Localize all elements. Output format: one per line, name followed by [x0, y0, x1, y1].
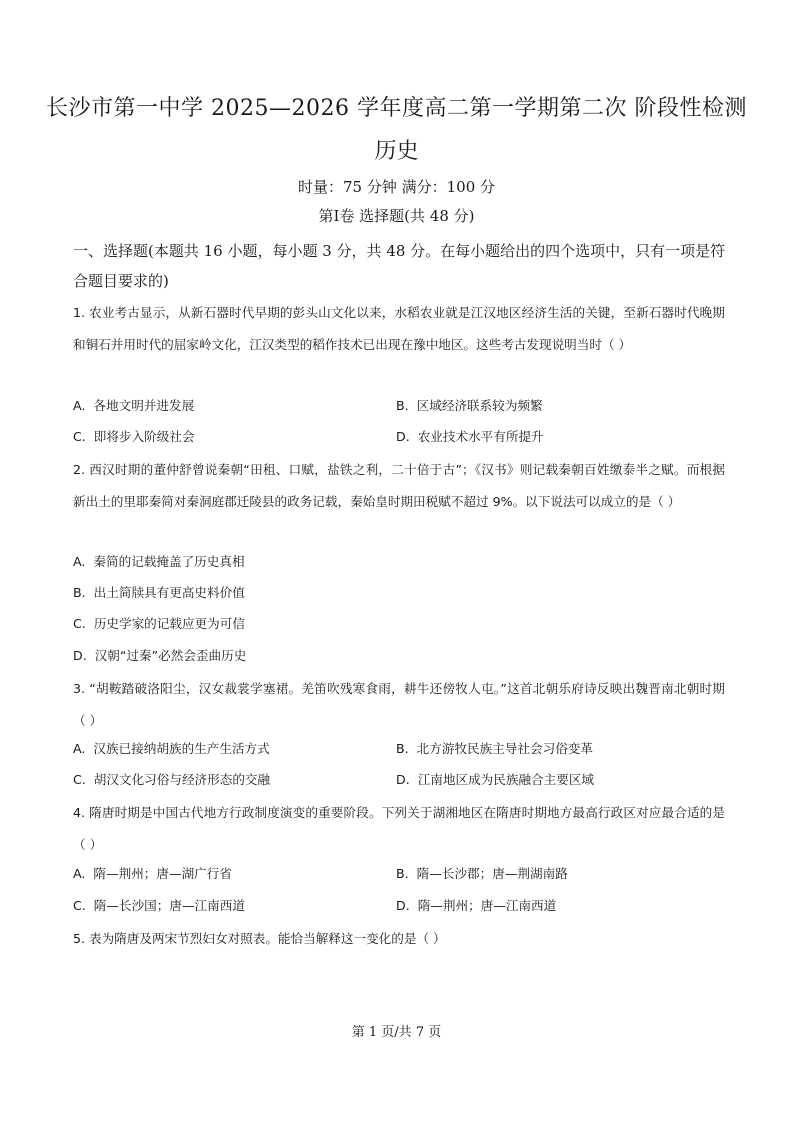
option-key: A. [73, 398, 86, 413]
option-key: C. [73, 898, 86, 913]
option-key: C. [73, 772, 86, 787]
question-3-option-c [73, 770, 270, 790]
option-key: A. [73, 866, 86, 881]
option-key: D. [396, 429, 410, 444]
option-text: 隋—长沙郡；唐—荆湖南路 [416, 866, 568, 881]
part-heading: 第Ⅰ卷 选择题(共 48 分) [318, 207, 475, 225]
question-5-stem: 5. 表为隋唐及两宋节烈妇女对照表。能恰当解释这一变化的是（ ） [73, 931, 446, 946]
option-text: 汉族已接纳胡族的生产生活方式 [93, 741, 270, 756]
question-2-option-b [73, 583, 245, 603]
question-4-option-c [73, 896, 245, 916]
option-key: B. [396, 866, 409, 881]
question-3-option-b [396, 739, 593, 759]
option-text: 区域经济联系较为频繁 [416, 398, 543, 413]
option-text: 出土简牍具有更高史料价值 [93, 585, 245, 600]
option-text: 隋—荆州；唐—湖广行省 [93, 866, 232, 881]
subject-title: 历史 [374, 139, 419, 164]
question-3-stem: 3. “胡鞍踏破洛阳尘，汉女裁裳学塞裙。羌笛吹残寒食雨，耕牛还傍牧人屯。”这首北朝乐府诗反映出魏晋南北朝时期（ ） [73, 681, 725, 728]
option-key: A. [73, 554, 86, 569]
question-1-option-c [73, 427, 195, 447]
question-2-option-d [73, 646, 246, 666]
page-footer: 第 1 页/共 7 页 [351, 1025, 442, 1040]
option-text: 农业技术水平有所提升 [417, 429, 544, 444]
option-key: D. [396, 898, 410, 913]
option-key: D. [73, 648, 87, 663]
option-text: 各地文明并进发展 [93, 398, 195, 413]
question-1-option-d [396, 427, 544, 447]
option-text: 秦简的记载掩盖了历史真相 [93, 554, 245, 569]
option-text: 江南地区成为民族融合主要区域 [417, 772, 595, 787]
option-text: 北方游牧民族主导社会习俗变革 [416, 741, 593, 756]
option-key: C. [73, 429, 86, 444]
question-2-option-a [73, 552, 245, 572]
question-1-stem: 1. 农业考古显示，从新石器时代早期的彭头山文化以来，水稻农业就是江汉地区经济生活的关键，至新石器时代晚期和铜石并用时代的屈家岭文化，江汉类型的稻作技术已出现在豫中地区。这些考古发现说明当时（ ） [73, 305, 725, 352]
option-key: C. [73, 616, 86, 631]
option-key: B. [73, 585, 86, 600]
section-heading: 一、选择题(本题共 16 小题，每小题 3 分，共 48 分。在每小题给出的四个选项中，只有一项是符合题目要求的) [73, 242, 726, 290]
option-key: A. [73, 741, 86, 756]
option-text: 历史学家的记载应更为可信 [93, 616, 245, 631]
option-text: 隋—荆州；唐—江南西道 [417, 898, 557, 913]
question-1-option-b [396, 396, 543, 416]
option-key: B. [396, 741, 409, 756]
option-key: B. [396, 398, 409, 413]
question-4-stem: 4. 隋唐时期是中国古代地方行政制度演变的重要阶段。下列关于湖湘地区在隋唐时期地方最高行政区对应最合适的是（ ） [73, 805, 725, 852]
option-key: D. [396, 772, 410, 787]
question-4-option-b [396, 864, 568, 884]
question-1-option-a [73, 396, 194, 416]
question-2-stem: 2. 西汉时期的董仲舒曾说秦朝“田租、口赋，盐铁之利，二十倍于古”；《汉书》则记载秦朝百姓缴泰半之赋。而根据新出土的里耶秦简对秦洞庭郡迁陵县的政务记载，秦始皇时期田税赋不超过 9%。以下说法可以成立的是（ ） [73, 462, 725, 509]
option-text: 汉朝“过秦”必然会歪曲历史 [94, 648, 247, 663]
exam-meta: 时量：75 分钟 满分：100 分 [297, 178, 496, 196]
exam-title: 长沙市第一中学 2025—2026 学年度高二第一学期第二次 阶段性检测 [46, 96, 747, 121]
option-text: 胡汉文化习俗与经济形态的交融 [93, 772, 271, 787]
question-4-option-d [396, 896, 556, 916]
option-text: 即将步入阶级社会 [93, 429, 195, 444]
question-4-option-a [73, 864, 232, 884]
question-2-option-c [73, 614, 245, 634]
question-3-option-a [73, 739, 270, 759]
option-text: 隋—长沙国；唐—江南西道 [93, 898, 245, 913]
question-3-option-d [396, 770, 594, 790]
